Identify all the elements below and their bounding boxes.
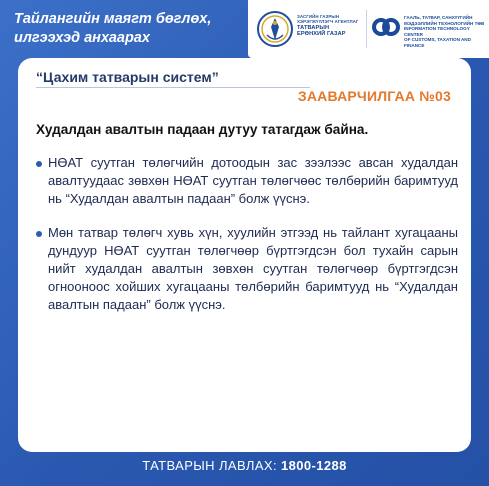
- tax-authority-line3: ТАТВАРЫН: [297, 24, 330, 31]
- it-center-name: [404, 15, 486, 49]
- bullet-list: [34, 154, 458, 330]
- logo-divider: [366, 10, 367, 48]
- content-card: [18, 58, 471, 452]
- tax-authority-name: [297, 14, 363, 37]
- header-title-line1: Тайлангийн маягт бөглөх,: [14, 11, 212, 27]
- hotline-footer: [0, 458, 489, 473]
- it-center-line2: МЭДЭЭЛЛИЙН ТЕХНОЛОГИЙН ТӨВ: [404, 20, 485, 26]
- it-center-line1: ГААЛЬ, ТАТВАР, САНХҮҮГИЙН: [404, 15, 473, 20]
- system-title: “Цахим татварын систем”: [36, 69, 219, 85]
- tax-authority-line1: ЗАСГИЙН ГАЗРЫН: [297, 14, 340, 19]
- bullet-item: [34, 154, 458, 208]
- bullet-text: Мөн татвар төлөгч хувь хүн, хуулийн этгээд нь тайлант хугацааны дундуур НӨАТ суутган төлөгчөөр бүртгэгдсэн бол тухайн сарын нийт худалдан авалтын зөвхөн суутган төлөгчөөр бүртгэгдсэн огнооноос хойших хугацааны төлбөрийн баримтууд нь “Худалдан авалтын падаан” болж үүснэ.: [48, 225, 458, 312]
- issue-heading: Худалдан авалтын падаан дутуу татагдаж байна.: [36, 122, 369, 137]
- bullet-dot-icon: [36, 161, 42, 167]
- tax-authority-line2: ХЭРЭГЖҮҮЛЭГЧ АГЕНТЛАГ: [297, 19, 359, 25]
- it-center-line3: INFORMATION TECHNOLOGY CENTER: [404, 26, 470, 37]
- hotline-number: 1800-1288: [281, 458, 347, 473]
- it-center-logo-icon: [371, 12, 401, 42]
- header-title: [14, 10, 244, 48]
- it-center-line4: OF CUSTOMS, TAXATION AND FINANCE: [404, 37, 471, 48]
- bullet-item: [34, 224, 458, 314]
- title-underline: [36, 87, 310, 88]
- logo-panel: [248, 0, 489, 58]
- bullet-text: НӨАТ суутган төлөгчийн дотоодын зас зээлээс авсан худалдан авалтуудаас зөвхөн НӨАТ суутган төлөгчөөс төлбөрийн баримтууд нь “Худалдан авалтын падаан” болж үүснэ.: [48, 155, 458, 206]
- header-title-line2: илгээхэд анхаарах: [14, 30, 150, 46]
- tax-emblem-icon: [256, 9, 294, 49]
- bullet-dot-icon: [36, 231, 42, 237]
- instruction-number-label: ЗААВАРЧИЛГАА №03: [297, 88, 451, 104]
- tax-authority-line4: ЕРӨНХИЙ ГАЗАР: [297, 31, 346, 38]
- hotline-label: ТАТВАРЫН ЛАВЛАХ:: [142, 458, 277, 473]
